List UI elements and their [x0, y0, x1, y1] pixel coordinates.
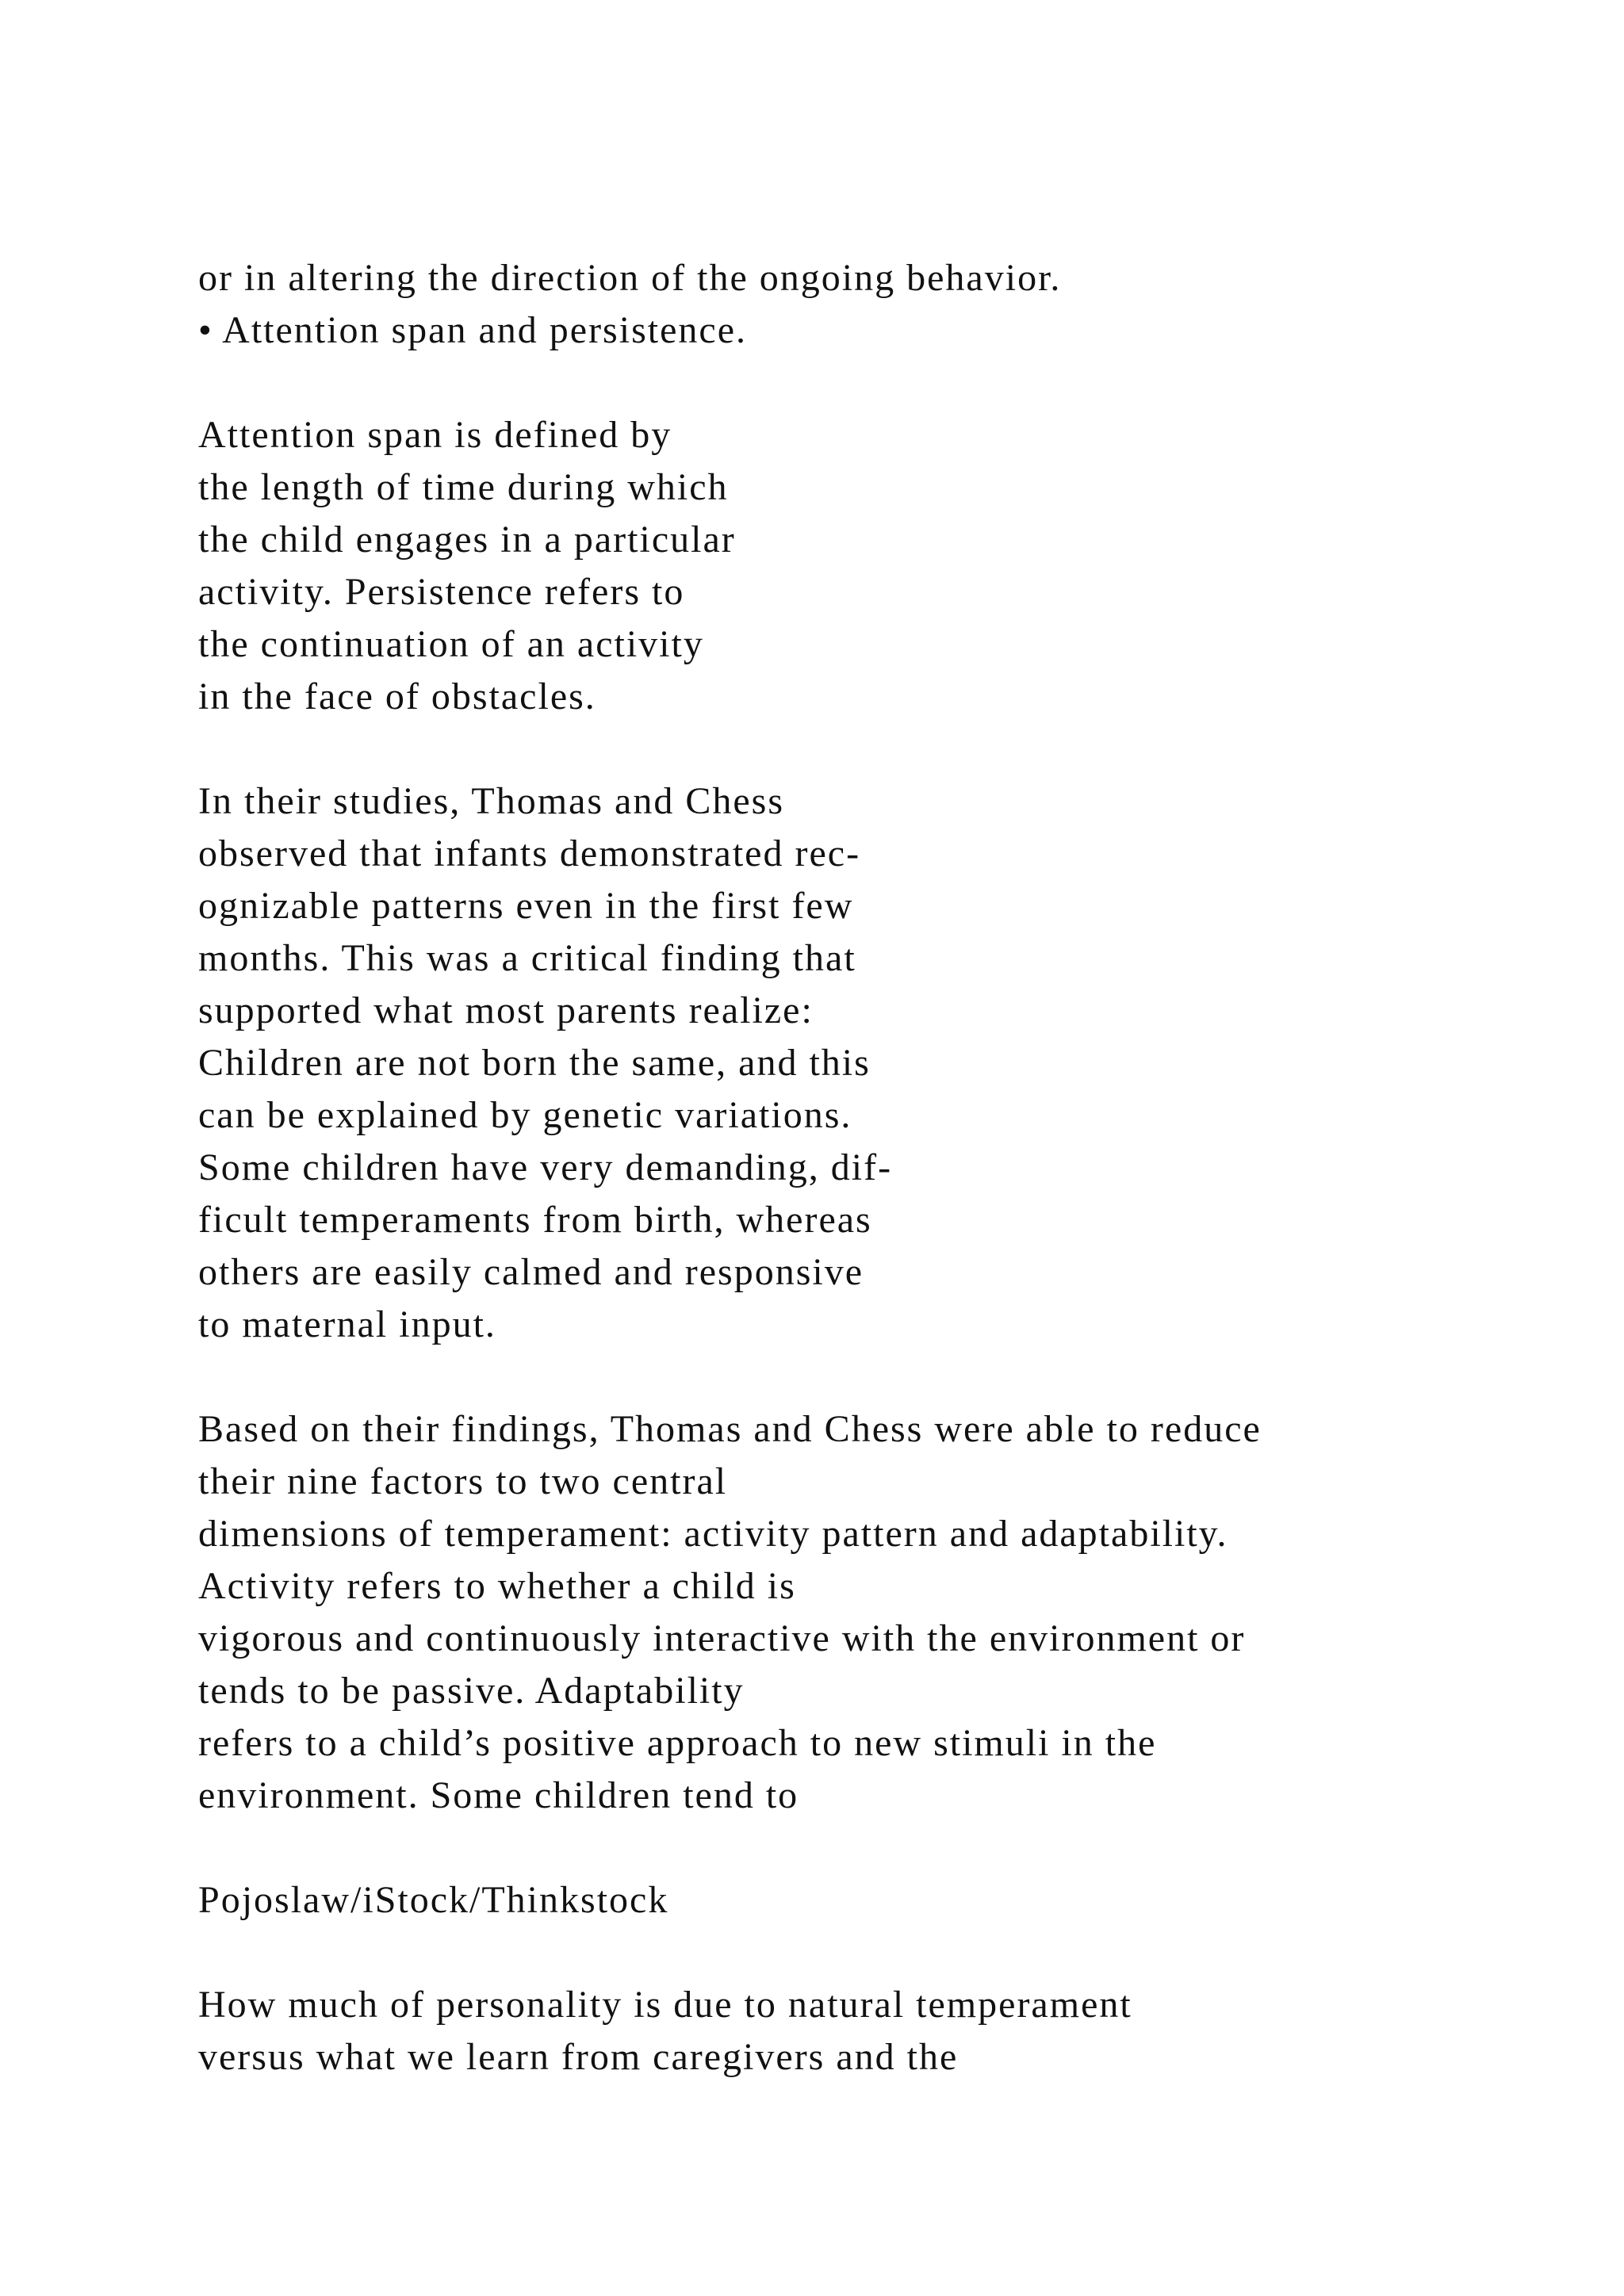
- document-body: [198, 252, 1546, 2084]
- text-line: In their studies, Thomas and Chess: [198, 780, 785, 822]
- text-line: environment. Some children tend to: [198, 1774, 799, 1816]
- text-line: refers to a child’s positive approach to new stimuli in the: [198, 1722, 1157, 1764]
- text-line: months. This was a critical finding that: [198, 937, 856, 979]
- text-line: or in altering the direction of the ongoing behavior.: [198, 257, 1062, 299]
- text-line: their nine factors to two central: [198, 1460, 728, 1502]
- text-line: can be explained by genetic variations.: [198, 1094, 852, 1136]
- text-line: Activity refers to whether a child is: [198, 1565, 796, 1607]
- text-line: supported what most parents realize:: [198, 989, 814, 1031]
- bullet-item: • Attention span and persistence.: [198, 309, 747, 351]
- text-line: dimensions of temperament: activity pattern and adaptability.: [198, 1513, 1228, 1555]
- text-line: ficult temperaments from birth, whereas: [198, 1199, 872, 1241]
- text-line: observed that infants demonstrated rec-: [198, 832, 861, 874]
- text-line: Attention span is defined by: [198, 414, 672, 456]
- paragraph-break: [198, 1351, 1546, 1403]
- text-line: the child engages in a particular: [198, 519, 736, 561]
- paragraph-break: [198, 723, 1546, 775]
- text-line: Children are not born the same, and this: [198, 1042, 871, 1084]
- text-line: versus what we learn from caregivers and the: [198, 2036, 959, 2078]
- text-line: the length of time during which: [198, 466, 729, 508]
- text-line: in the face of obstacles.: [198, 675, 596, 718]
- image-credit: Pojoslaw/iStock/Thinkstock: [198, 1879, 669, 1921]
- text-line: activity. Persistence refers to: [198, 571, 685, 613]
- text-line: the continuation of an activity: [198, 623, 704, 665]
- text-line: Based on their findings, Thomas and Chess were able to reduce: [198, 1408, 1262, 1450]
- text-line: vigorous and continuously interactive with the environment or: [198, 1617, 1246, 1659]
- paragraph-break: [198, 1822, 1546, 1874]
- text-line: ognizable patterns even in the first few: [198, 885, 854, 927]
- text-line: How much of personality is due to natural temperament: [198, 1984, 1132, 2026]
- text-line: Some children have very demanding, dif-: [198, 1146, 893, 1188]
- text-line: tends to be passive. Adaptability: [198, 1670, 745, 1712]
- text-line: to maternal input.: [198, 1303, 496, 1345]
- paragraph-break: [198, 357, 1546, 409]
- text-line: others are easily calmed and responsive: [198, 1251, 864, 1293]
- paragraph-break: [198, 1927, 1546, 1979]
